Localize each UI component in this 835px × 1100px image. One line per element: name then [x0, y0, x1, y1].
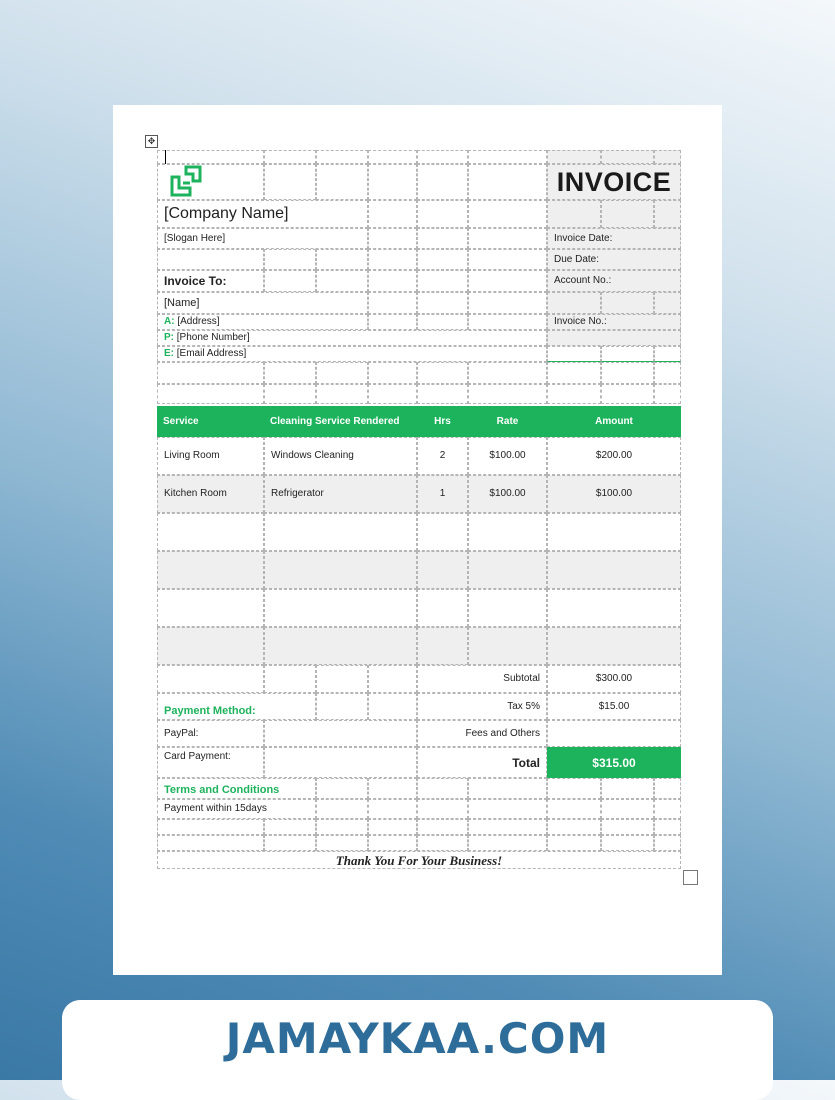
phone-line: P: [Phone Number] — [157, 330, 547, 346]
card-payment-label: Card Payment: — [157, 747, 264, 778]
cell-rate: $100.00 — [468, 475, 547, 513]
account-no-label: Account No.: — [547, 270, 681, 292]
customer-name: [Name] — [157, 292, 368, 314]
subtotal-value: $300.00 — [547, 665, 681, 693]
column-header-service: Service — [157, 406, 264, 437]
total-value: $315.00 — [547, 747, 681, 778]
table-resize-handle[interactable] — [683, 870, 698, 885]
cell-service: Kitchen Room — [157, 475, 264, 513]
terms-heading: Terms and Conditions — [157, 778, 316, 799]
column-header-rate: Rate — [468, 406, 547, 437]
paypal-label: PayPal: — [157, 720, 264, 747]
payment-method-heading: Payment Method: — [157, 693, 316, 720]
invoice-no-label: Invoice No.: — [547, 314, 681, 330]
email-line: E: [Email Address] — [157, 346, 547, 362]
table-row — [158, 475, 682, 513]
slogan: [Slogan Here] — [157, 228, 368, 249]
subtotal-label: Subtotal — [417, 665, 547, 693]
invoice-date-label: Invoice Date: — [547, 228, 681, 249]
logo — [157, 164, 264, 200]
company-name: [Company Name] — [157, 200, 368, 228]
invoice-title: INVOICE — [547, 164, 681, 200]
cell-rate: $100.00 — [468, 437, 547, 475]
cell-amount: $200.00 — [547, 437, 681, 475]
cell-rendered: Windows Cleaning — [264, 437, 417, 475]
cell-service: Living Room — [157, 437, 264, 475]
thank-you-note: Thank You For Your Business! — [157, 851, 681, 869]
tax-label: Tax 5% — [417, 693, 547, 720]
cell-hrs: 2 — [417, 437, 468, 475]
due-date-label: Due Date: — [547, 249, 681, 270]
squares-logo-icon — [166, 165, 204, 199]
table-move-handle-icon[interactable]: ✥ — [145, 135, 158, 148]
total-label: Total — [417, 747, 547, 778]
watermark-text: JAMAYKAA.COM — [225, 1014, 610, 1063]
address-line: A: [Address] — [157, 314, 368, 330]
column-header-hrs: Hrs — [417, 406, 468, 437]
document-page — [113, 105, 722, 975]
table-row — [158, 551, 682, 589]
table-row — [158, 513, 682, 551]
watermark-banner — [62, 1000, 773, 1100]
table-row — [158, 589, 682, 627]
cell-hrs: 1 — [417, 475, 468, 513]
column-header-amount: Amount — [547, 406, 681, 437]
invoice-to-heading: Invoice To: — [157, 270, 264, 292]
cell-amount: $100.00 — [547, 475, 681, 513]
table-row — [158, 437, 682, 475]
terms-text: Payment within 15days — [157, 799, 316, 819]
table-header — [158, 406, 682, 437]
cell-rendered: Refrigerator — [264, 475, 417, 513]
table-row — [158, 627, 682, 665]
tax-value: $15.00 — [547, 693, 681, 720]
column-header-rendered: Cleaning Service Rendered — [264, 406, 417, 437]
fees-label: Fees and Others — [417, 720, 547, 747]
fees-value — [547, 720, 681, 747]
